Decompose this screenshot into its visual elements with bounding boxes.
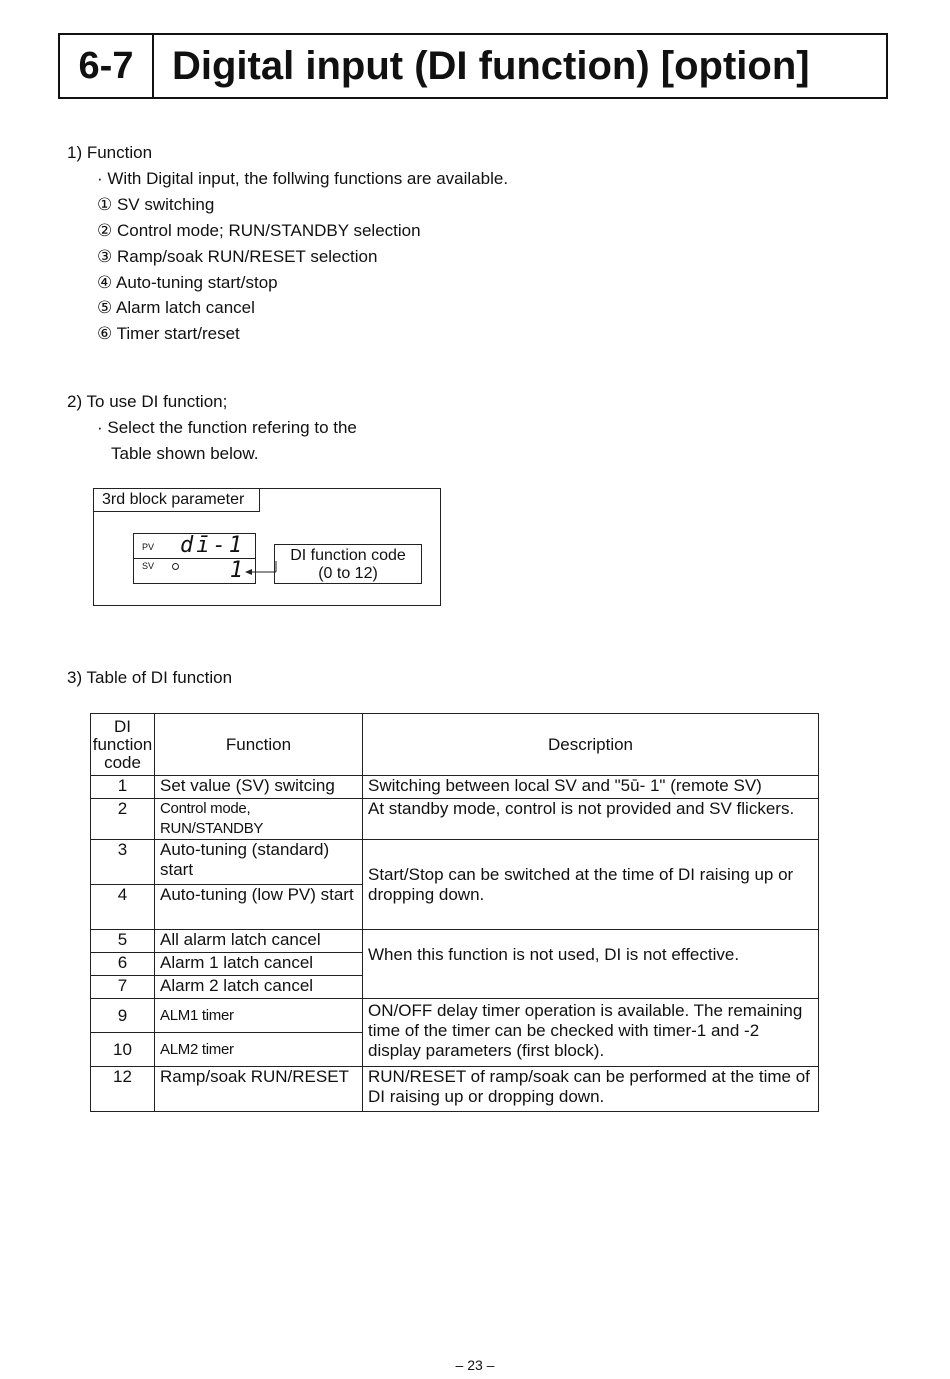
sv-label: SV (142, 561, 155, 571)
table-row (91, 930, 819, 953)
column-header-description: Description (363, 714, 819, 776)
function-cell: Alarm 1 latch cancel (155, 953, 363, 976)
section2-bullet-line1: · Select the function refering to the (97, 418, 357, 437)
function-item: ② Control mode; RUN/STANDBY selection (97, 221, 421, 240)
section3-heading: 3) Table of DI function (67, 668, 233, 687)
status-dot-icon (172, 563, 179, 570)
code-cell: 1 (91, 776, 155, 799)
code-box-line2: (0 to 12) (318, 565, 378, 582)
sv-segment-value: 1 (229, 558, 243, 583)
function-cell: Alarm 2 latch cancel (155, 976, 363, 999)
function-cell: All alarm latch cancel (155, 930, 363, 953)
function-cell: Auto-tuning (standard) start (155, 840, 363, 885)
description-cell-merged: When this function is not used, DI is not effective. (363, 930, 819, 999)
di-function-code-box (274, 544, 422, 584)
section-title-box (58, 33, 888, 99)
description-cell: Switching between local SV and "5ū- 1" (remote SV) (363, 776, 819, 799)
code-cell: 12 (91, 1067, 155, 1112)
column-header-function: Function (155, 714, 363, 776)
parameter-box-label: 3rd block parameter (93, 488, 260, 512)
section2-heading: 2) To use DI function; (67, 392, 228, 411)
code-cell: 10 (91, 1033, 155, 1067)
section1-bullet: · With Digital input, the follwing functions are available. (97, 169, 509, 188)
function-cell: Auto-tuning (low PV) start (155, 885, 363, 930)
arrow-connector-icon (244, 560, 278, 578)
pv-segment-value: dī-1 (180, 533, 245, 558)
table-row (91, 799, 819, 840)
table-row (91, 840, 819, 885)
description-cell: RUN/RESET of ramp/soak can be performed at the time of DI raising up or dropping down. (363, 1067, 819, 1112)
function-cell: ALM1 timer (155, 999, 363, 1033)
function-cell: Control mode, RUN/STANDBY (155, 799, 363, 840)
section-title: Digital input (DI function) [option] (172, 43, 810, 88)
function-item: ④ Auto-tuning start/stop (97, 273, 278, 292)
function-item: ③ Ramp/soak RUN/RESET selection (97, 247, 378, 266)
code-box-line1: DI function code (290, 547, 406, 564)
code-cell: 7 (91, 976, 155, 999)
code-cell: 3 (91, 840, 155, 885)
section2-bullet-line2: Table shown below. (111, 444, 259, 463)
function-cell: Ramp/soak RUN/RESET (155, 1067, 363, 1112)
description-cell-merged: ON/OFF delay timer operation is available. The remaining time of the timer can be checked with timer-1 and -2 display parameters (first block). (363, 999, 819, 1067)
function-cell: Set value (SV) switcing (155, 776, 363, 799)
code-cell: 5 (91, 930, 155, 953)
table-row (91, 1067, 819, 1112)
function-cell: ALM2 timer (155, 1033, 363, 1067)
pv-label: PV (142, 542, 155, 552)
controller-display (133, 533, 256, 584)
table-row (91, 776, 819, 799)
code-cell: 4 (91, 885, 155, 930)
description-cell: At standby mode, control is not provided and SV flickers. (363, 799, 819, 840)
code-cell: 6 (91, 953, 155, 976)
code-cell: 9 (91, 999, 155, 1033)
section-number: 6-7 (60, 35, 154, 97)
di-function-table (90, 713, 819, 1112)
column-header-code: DI function code (91, 714, 155, 776)
code-cell: 2 (91, 799, 155, 840)
function-item: ⑤ Alarm latch cancel (97, 298, 255, 317)
table-row (91, 999, 819, 1033)
table-header-row (91, 714, 819, 776)
function-item: ⑥ Timer start/reset (97, 324, 240, 343)
section1-heading: 1) Function (67, 143, 153, 162)
page-number: – 23 – (455, 1357, 495, 1373)
function-item: ① SV switching (97, 195, 215, 214)
description-cell-merged: Start/Stop can be switched at the time of DI raising up or dropping down. (363, 840, 819, 930)
